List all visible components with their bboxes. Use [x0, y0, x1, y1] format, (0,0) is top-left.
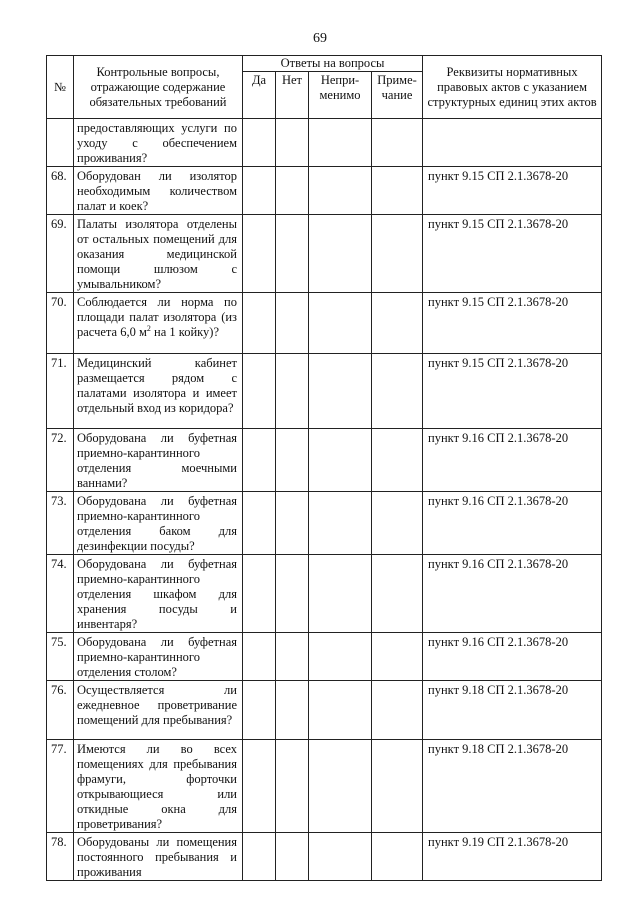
- yes-cell[interactable]: [243, 354, 276, 429]
- row-number: 77.: [47, 740, 74, 833]
- row-question: Оборудована ли буфетная приемно-карантинного отделения столом?: [74, 633, 243, 681]
- not-applicable-cell[interactable]: [309, 429, 372, 492]
- row-requisite: [423, 119, 602, 167]
- table-row: [47, 354, 602, 429]
- yes-cell[interactable]: [243, 215, 276, 293]
- header-na-line2: менимо: [319, 88, 361, 102]
- row-question-part1: Соблюдается ли норма по площади палат изолятора (из расчета 6,0 м: [77, 295, 237, 339]
- no-cell[interactable]: [276, 833, 309, 881]
- table-row: [47, 429, 602, 492]
- row-question: Оборудована ли буфетная приемно-карантинного отделения баком для дезинфекции посуды?: [74, 492, 243, 555]
- row-question: Имеются ли во всех помещениях для пребывания фрамуги, форточки открывающиеся или откидные окна для проветривания?: [74, 740, 243, 833]
- no-cell[interactable]: [276, 293, 309, 354]
- checklist-table: [46, 55, 602, 881]
- row-requisite: пункт 9.15 СП 2.1.3678-20: [423, 354, 602, 429]
- table-row: [47, 681, 602, 740]
- table-row: [47, 555, 602, 633]
- row-question: Оборудован ли изолятор необходимым количеством палат и коек?: [74, 167, 243, 215]
- no-cell[interactable]: [276, 429, 309, 492]
- header-not-applicable: [309, 72, 372, 119]
- yes-cell[interactable]: [243, 293, 276, 354]
- header-no: Нет: [276, 72, 309, 119]
- row-question: Оборудована ли буфетная приемно-карантинного отделения моечными ваннами?: [74, 429, 243, 492]
- not-applicable-cell[interactable]: [309, 555, 372, 633]
- note-cell[interactable]: [372, 555, 423, 633]
- not-applicable-cell[interactable]: [309, 354, 372, 429]
- row-requisite: пункт 9.16 СП 2.1.3678-20: [423, 492, 602, 555]
- note-cell[interactable]: [372, 167, 423, 215]
- row-requisite: пункт 9.16 СП 2.1.3678-20: [423, 429, 602, 492]
- table-row: [47, 492, 602, 555]
- row-number: 74.: [47, 555, 74, 633]
- note-cell[interactable]: [372, 833, 423, 881]
- yes-cell[interactable]: [243, 429, 276, 492]
- row-number: 71.: [47, 354, 74, 429]
- header-note: [372, 72, 423, 119]
- row-requisite: пункт 9.15 СП 2.1.3678-20: [423, 293, 602, 354]
- header-note-line1: Приме-: [377, 73, 417, 87]
- row-requisite: пункт 9.15 СП 2.1.3678-20: [423, 167, 602, 215]
- row-requisite: пункт 9.18 СП 2.1.3678-20: [423, 740, 602, 833]
- header-na-line1: Непри-: [320, 73, 360, 87]
- row-question: Оборудованы ли помещения постоянного пребывания и проживания: [74, 833, 243, 881]
- table-row: [47, 293, 602, 354]
- row-requisite: пункт 9.19 СП 2.1.3678-20: [423, 833, 602, 881]
- header-question: Контрольные вопросы, отражающие содержание обязательных требований: [74, 56, 243, 119]
- table-row: [47, 119, 602, 167]
- row-question: Палаты изолятора отделены от остальных помещений для оказания медицинской помощи шлюзом с умывальником?: [74, 215, 243, 293]
- row-question: Медицинский кабинет размещается рядом с палатами изолятора и имеет отдельный вход из коридора?: [74, 354, 243, 429]
- row-number: 75.: [47, 633, 74, 681]
- table-row: [47, 167, 602, 215]
- yes-cell[interactable]: [243, 740, 276, 833]
- not-applicable-cell[interactable]: [309, 293, 372, 354]
- no-cell[interactable]: [276, 167, 309, 215]
- note-cell[interactable]: [372, 681, 423, 740]
- header-note-line2: чание: [381, 88, 413, 102]
- row-number: 73.: [47, 492, 74, 555]
- table-row: [47, 215, 602, 293]
- row-requisite: пункт 9.18 СП 2.1.3678-20: [423, 681, 602, 740]
- row-number: 68.: [47, 167, 74, 215]
- not-applicable-cell[interactable]: [309, 740, 372, 833]
- no-cell[interactable]: [276, 681, 309, 740]
- no-cell[interactable]: [276, 354, 309, 429]
- not-applicable-cell[interactable]: [309, 215, 372, 293]
- header-requisites: Реквизиты нормативных правовых актов с указанием структурных единиц этих актов: [423, 56, 602, 119]
- row-number: 78.: [47, 833, 74, 881]
- not-applicable-cell[interactable]: [309, 167, 372, 215]
- row-number: 70.: [47, 293, 74, 354]
- note-cell[interactable]: [372, 492, 423, 555]
- row-question-part2: на 1 койку)?: [150, 325, 219, 339]
- yes-cell[interactable]: [243, 119, 276, 167]
- no-cell[interactable]: [276, 633, 309, 681]
- no-cell[interactable]: [276, 215, 309, 293]
- no-cell[interactable]: [276, 555, 309, 633]
- row-question: предоставляющих услуги по уходу с обеспечением проживания?: [74, 119, 243, 167]
- row-number: 69.: [47, 215, 74, 293]
- note-cell[interactable]: [372, 119, 423, 167]
- yes-cell[interactable]: [243, 633, 276, 681]
- no-cell[interactable]: [276, 492, 309, 555]
- row-requisite: пункт 9.15 СП 2.1.3678-20: [423, 215, 602, 293]
- no-cell[interactable]: [276, 119, 309, 167]
- row-question: [74, 293, 243, 354]
- yes-cell[interactable]: [243, 833, 276, 881]
- row-requisite: пункт 9.16 СП 2.1.3678-20: [423, 555, 602, 633]
- header-answers-group: Ответы на вопросы: [243, 56, 423, 72]
- not-applicable-cell[interactable]: [309, 833, 372, 881]
- header-yes: Да: [243, 72, 276, 119]
- yes-cell[interactable]: [243, 492, 276, 555]
- note-cell[interactable]: [372, 354, 423, 429]
- superscript: 2: [146, 323, 151, 333]
- not-applicable-cell[interactable]: [309, 633, 372, 681]
- page-number: 69: [313, 31, 327, 46]
- row-number: 72.: [47, 429, 74, 492]
- no-cell[interactable]: [276, 740, 309, 833]
- row-question: Оборудована ли буфетная приемно-карантинного отделения шкафом для хранения посуды и инвентаря?: [74, 555, 243, 633]
- not-applicable-cell[interactable]: [309, 681, 372, 740]
- note-cell[interactable]: [372, 740, 423, 833]
- table-row: [47, 833, 602, 881]
- table-row: [47, 740, 602, 833]
- yes-cell[interactable]: [243, 167, 276, 215]
- row-number: 76.: [47, 681, 74, 740]
- note-cell[interactable]: [372, 215, 423, 293]
- not-applicable-cell[interactable]: [309, 119, 372, 167]
- yes-cell[interactable]: [243, 555, 276, 633]
- note-cell[interactable]: [372, 633, 423, 681]
- row-question: Осуществляется ли ежедневное проветривание помещений для пребывания?: [74, 681, 243, 740]
- header-number: №: [47, 56, 74, 119]
- row-number: [47, 119, 74, 167]
- not-applicable-cell[interactable]: [309, 492, 372, 555]
- table-row: [47, 633, 602, 681]
- note-cell[interactable]: [372, 293, 423, 354]
- note-cell[interactable]: [372, 429, 423, 492]
- row-requisite: пункт 9.16 СП 2.1.3678-20: [423, 633, 602, 681]
- yes-cell[interactable]: [243, 681, 276, 740]
